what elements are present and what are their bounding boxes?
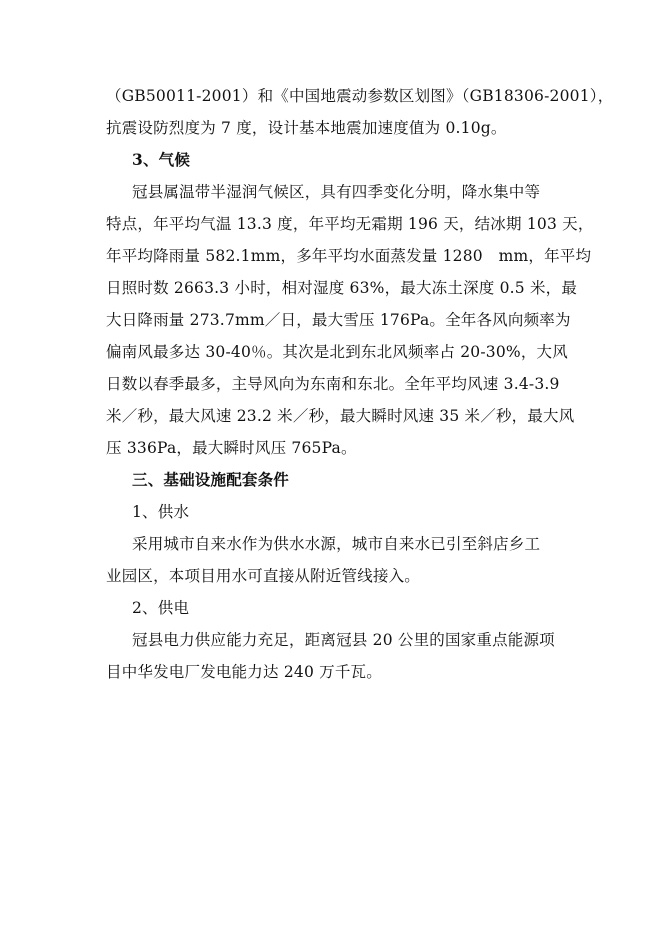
text-line: 特点，年平均气温 13.3 度，年平均无霜期 196 天，结冰期 103 天， <box>106 215 594 233</box>
text-line: 抗震设防烈度为 7 度，设计基本地震加速度值为 0.10g。 <box>106 119 507 137</box>
text-line: 目中华发电厂发电能力达 240 万千瓦。 <box>106 663 382 681</box>
section-heading-infrastructure: 三、基础设施配套条件 <box>132 470 290 489</box>
text-line: 偏南风最多达 30-40％。其次是北到东北风频率占 20-30%，大风 <box>106 343 568 361</box>
text-line: 采用城市自来水作为供水水源，城市自来水已引至斜店乡工 <box>132 535 541 553</box>
text-line: 业园区，本项目用水可直接从附近管线接入。 <box>106 567 421 585</box>
text-line: 冠县属温带半湿润气候区，具有四季变化分明，降水集中等 <box>132 183 541 201</box>
subsection-heading-water: 1、供水 <box>132 503 190 521</box>
section-heading-climate: 3、气候 <box>132 150 191 169</box>
text-line: 米／秒，最大风速 23.2 米／秒，最大瞬时风速 35 米／秒，最大风 <box>106 407 575 425</box>
text-line: 大日降雨量 273.7mm／日，最大雪压 176Pa。全年各风向频率为 <box>106 311 571 329</box>
text-line: 压 336Pa，最大瞬时风压 765Pa。 <box>106 439 357 457</box>
document-body <box>106 86 614 694</box>
text-line: 日照时数 2663.3 小时，相对湿度 63%，最大冻土深度 0.5 米，最 <box>106 279 578 297</box>
text-line: （GB50011-2001）和《中国地震动参数区划图》（GB18306-2001）， <box>106 87 614 105</box>
text-line: 日数以春季最多，主导风向为东南和东北。全年平均风速 3.4-3.9 <box>106 375 560 393</box>
text-line: 年平均降雨量 582.1mm，多年平均水面蒸发量 1280 mm，年平均 <box>106 247 592 265</box>
subsection-heading-power: 2、供电 <box>132 599 190 617</box>
text-line: 冠县电力供应能力充足，距离冠县 20 公里的国家重点能源项 <box>132 631 555 649</box>
